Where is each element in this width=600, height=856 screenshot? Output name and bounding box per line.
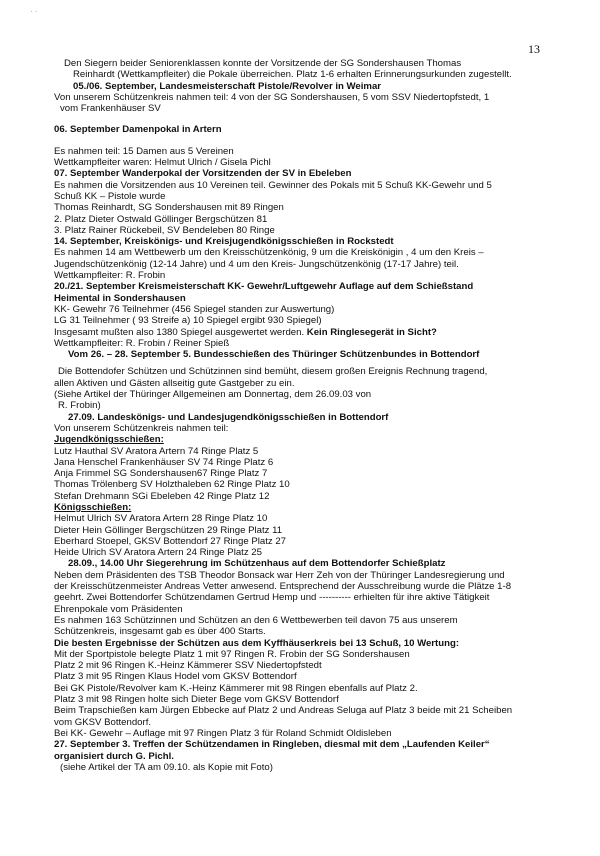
text-line: Von unserem Schützenkreis nahmen teil: [54,422,229,434]
page-number: 13 [528,42,540,56]
text-line: Lutz Hauthal SV Aratora Artern 74 Ringe Platz 5 [54,445,259,457]
text-line: Jana Henschel Frankenhäuser SV 74 Ringe Platz 6 [54,456,274,468]
text-line: LG 31 Teilnehmer ( 93 Streife a) 10 Spiegel ergibt 930 Spiegel) [54,315,322,327]
text-line: (Siehe Artikel der Thüringer Allgemeinen am Donnertag, dem 26.09.03 von [54,389,372,401]
text-line: Platz 3 mit 95 Ringen Klaus Hodel vom GKSV Bottendorf [54,671,297,683]
text-line: Bei KK- Gewehr – Auflage mit 97 Ringen Platz 3 für Roland Schmidt Oldisleben [54,727,392,739]
heading-line: organisiert durch G. Pichl. [54,750,174,762]
text-line: Jugendschützenkönig (12-14 Jahre) und 4 um den Kreis- Jungschützenkönig (17-17 Jahre) teil. [54,258,459,270]
text-line: vom Frankenhäuser SV [60,103,161,115]
text-line: Bei GK Pistole/Revolver kam K.-Heinz Kämmerer mit 98 Ringen ebenfalls auf Platz 2. [54,682,418,694]
text-line: KK- Gewehr 76 Teilnehmer (456 Spiegel standen zur Auswertung) [54,303,335,315]
text-line: Schuß KK – Pistole wurde [54,190,166,202]
heading-line: Jugendkönigsschießen: [54,434,164,446]
text-line: Helmut Ulrich SV Aratora Artern 28 Ringe Platz 10 [54,513,268,525]
text-line: 3. Platz Rainer Rückebeil, SV Bendeleben 80 Ringe [54,224,275,236]
document-body [54,58,554,773]
text-line: Eberhard Stoepel, GKSV Bottendorf 27 Ringe Platz 27 [54,535,286,547]
scan-speck: · · [30,7,38,16]
text-line: geehrt. Zwei Bottendorfer Schützendamen Gertrud Hemp und ---------- erhielten für ihre aktive Tätigkeit [54,592,490,604]
text-line: Stefan Drehmann SGi Ebeleben 42 Ringe Platz 12 [54,490,270,502]
text-line: vom GKSV Bottendorf. [54,716,152,728]
text-line: Anja Frimmel SG Sondershausen67 Ringe Platz 7 [54,468,268,480]
text-line: Dieter Hein Göllinger Bergschützen 29 Ringe Platz 11 [54,524,283,536]
text-line: Ehrenpokale vom Präsidenten [54,603,183,615]
text-line: Wettkampfleiter: R. Frobin [54,270,166,282]
heading-line: 27.09. Landeskönigs- und Landesjugendkönigsschießen in Bottendorf [68,411,389,423]
heading-line: Königsschießen: [54,501,132,513]
text-line: Neben dem Präsidenten des TSB Theodor Bonsack war Herr Zeh von der Thüringer Landesregierung und [54,569,505,581]
heading-line: 14. September, Kreiskönigs- und Kreisjugendkönigsschießen in Rockstedt [54,236,394,248]
text-line: allen Aktiven und Gästen allseitig gute Gastgeber zu ein. [54,377,295,389]
emphasis-text: Kein Ringlesegerät in Sicht? [306,326,437,338]
heading-line: 06. September Damenpokal in Artern [54,124,222,136]
text-line: Wettkampfleiter waren: Helmut Ulrich / Gisela Pichl [54,157,271,169]
text-line: Es nahmen 163 Schützinnen und Schützen an den 6 Wettbewerben teil davon 75 aus unserem [54,614,458,626]
heading-line: Heimental in Sondershausen [54,292,186,304]
text-line: R. Frobin) [58,400,101,412]
text-line: Heide Ulrich SV Aratora Artern 24 Ringe Platz 25 [54,547,262,559]
text-line: Es nahmen die Vorsitzenden aus 10 Vereinen teil. Gewinner des Pokals mit 5 Schuß KK-Gewehr und 5 [54,179,492,191]
heading-line: Die besten Ergebnisse der Schützen aus dem Kyffhäuserkreis bei 13 Schuß, 10 Wertung: [54,637,460,649]
text-line: 2. Platz Dieter Ostwald Göllinger Bergschützen 81 [54,213,268,225]
text-line: Schützenkreis, insgesamt gab es über 400 Starts. [54,626,266,638]
heading-line: Vom 26. – 28. September 5. Bundesschießen des Thüringer Schützenbundes in Bottendorf [68,349,480,361]
spacer [54,114,554,124]
text-line: Reinhardt (Wettkampfleiter) die Pokale überreichen. Platz 1-6 erhalten Erinnerungsurkunden zugestellt. [73,69,512,81]
text-line: (siehe Artikel der TA am 09.10. als Kopie mit Foto) [60,761,273,773]
text-line [54,327,554,338]
text-line: Es nahmen teil: 15 Damen aus 5 Vereinen [54,145,234,157]
heading-line: 28.09., 14.00 Uhr Siegerehrung im Schützenhaus auf dem Bottendorfer Schießplatz [68,558,446,570]
text-line: Wettkampfleiter: R. Frobin / Reiner Spieß [54,337,230,349]
heading-line: 07. September Wanderpokal der Vorsitzenden der SV in Ebeleben [54,168,352,180]
text-line: Beim Trapschießen kam Jürgen Ebbecke auf Platz 2 und Andreas Seluga auf Platz 3 beide mit 21 Scheiben [54,705,513,717]
text-line: Von unserem Schützenkreis nahmen teil: 4 von der SG Sondershausen, 5 vom SSV Niedertopfstedt, 1 [54,91,490,103]
text-line: der Kreisschützenmeister Andreas Vetter anwesend. Entsprechend der Ausschreibung wurde die Plätze 1-8 [54,581,512,593]
spacer [54,136,554,146]
text-span: Insgesamt mußten also 1380 Spiegel ausgewertet werden. [54,326,307,338]
text-line: Den Siegern beider Seniorenklassen konnte der Vorsitzende der SG Sondershausen Thomas [64,58,462,69]
text-line: Mit der Sportpistole belegte Platz 1 mit 97 Ringen R. Frobin der SG Sondershausen [54,648,410,660]
text-line: Platz 3 mit 98 Ringen holte sich Dieter Bege vom GKSV Bottendorf [54,694,339,706]
text-line: Die Bottendofer Schützen und Schützinnen sind bemüht, diesem großen Ereignis Rechnung tragend, [58,366,488,378]
text-line: Platz 2 mit 96 Ringen K.-Heinz Kämmerer SSV Niedertopfstedt [54,660,322,672]
text-line: Thomas Trölenberg SV Holzthaleben 62 Ringe Platz 10 [54,479,290,491]
heading-line: 27. September 3. Treffen der Schützendamen in Ringleben, diesmal mit dem „Laufenden Keiler“ [54,739,490,751]
heading-line: 05./06. September, Landesmeisterschaft Pistole/Revolver in Weimar [73,80,382,92]
heading-line: 20./21. September Kreismeisterschaft KK- Gewehr/Luftgewehr Auflage auf dem Schießstand [54,281,474,293]
text-line: Es nahmen 14 am Wettbewerb um den Kreisschützenkönig, 9 um die Kreiskönigin , 4 um den Kreis – [54,247,484,259]
text-line: Thomas Reinhardt, SG Sondershausen mit 89 Ringen [54,202,284,214]
